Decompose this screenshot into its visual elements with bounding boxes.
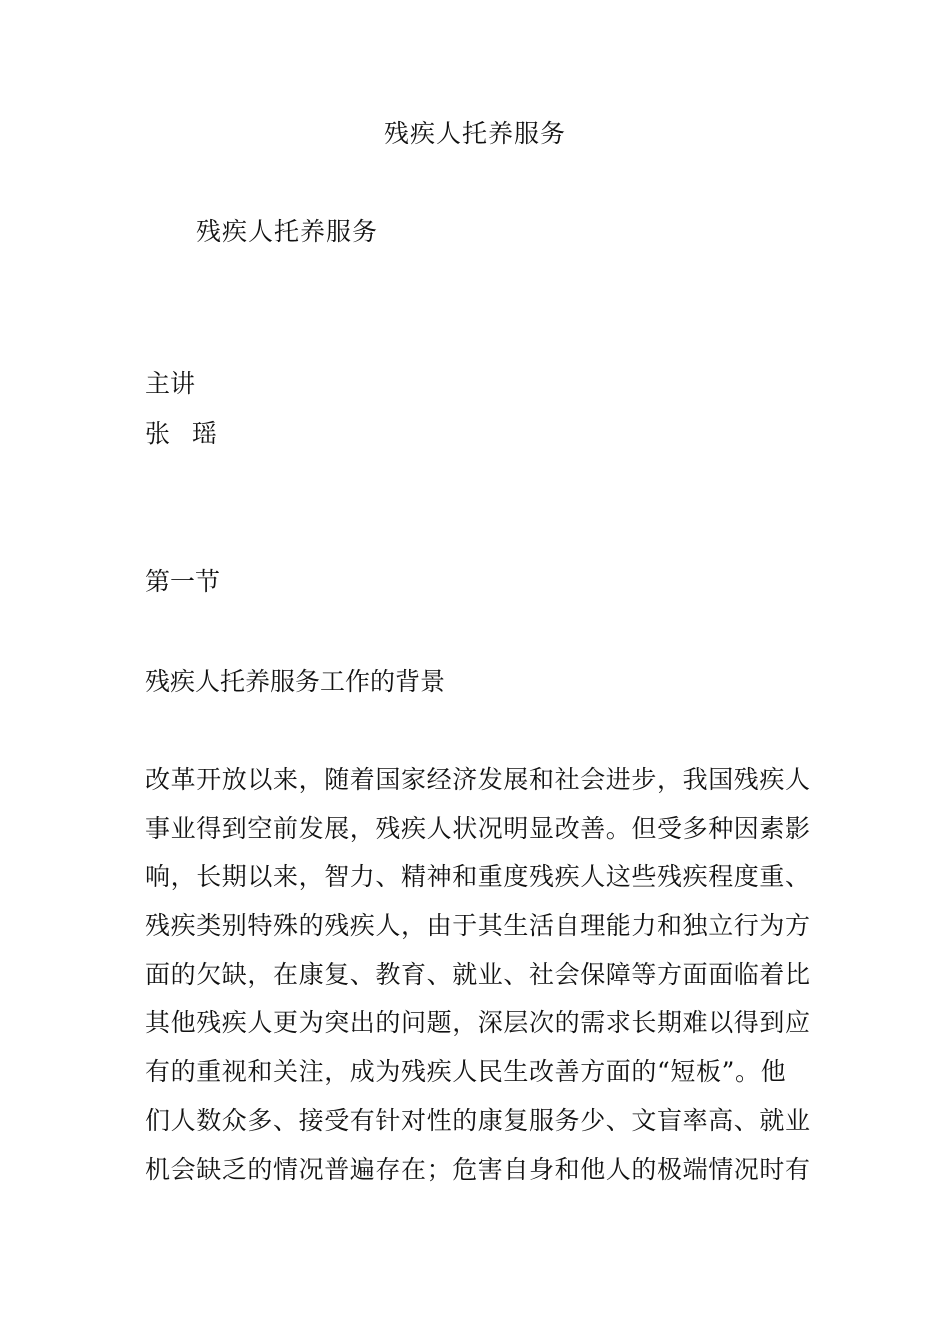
body-line: 其他残疾人更为突出的问题，深层次的需求长期难以得到应 [145,1008,811,1038]
body-line: 机会缺乏的情况普遍存在；危害自身和他人的极端情况时有 [145,1154,811,1184]
body-line: 事业得到空前发展，残疾人状况明显改善。但受多种因素影 [145,813,811,843]
document-subtitle: 残疾人托养服务 [196,217,379,246]
body-line: 们人数众多、接受有针对性的康复服务少、文盲率高、就业 [145,1105,811,1135]
body-line: 残疾类别特殊的残疾人，由于其生活自理能力和独立行为方 [145,911,811,941]
lecturer-label: 主讲 [145,369,196,398]
section-number: 第一节 [145,567,221,596]
body-line: 改革开放以来，随着国家经济发展和社会进步，我国残疾人 [145,765,811,794]
document-title: 残疾人托养服务 [383,119,566,148]
section-title: 残疾人托养服务工作的背景 [145,667,446,696]
body-line: 有的重视和关注，成为残疾人民生改善方面的“短板”。他 [145,1057,787,1087]
body-line: 面的欠缺，在康复、教育、就业、社会保障等方面面临着比 [145,959,811,989]
lecturer-name: 张 瑶 [145,419,219,448]
body-paragraph [145,762,815,1200]
body-line: 响，长期以来，智力、精神和重度残疾人这些残疾程度重、 [145,862,811,892]
